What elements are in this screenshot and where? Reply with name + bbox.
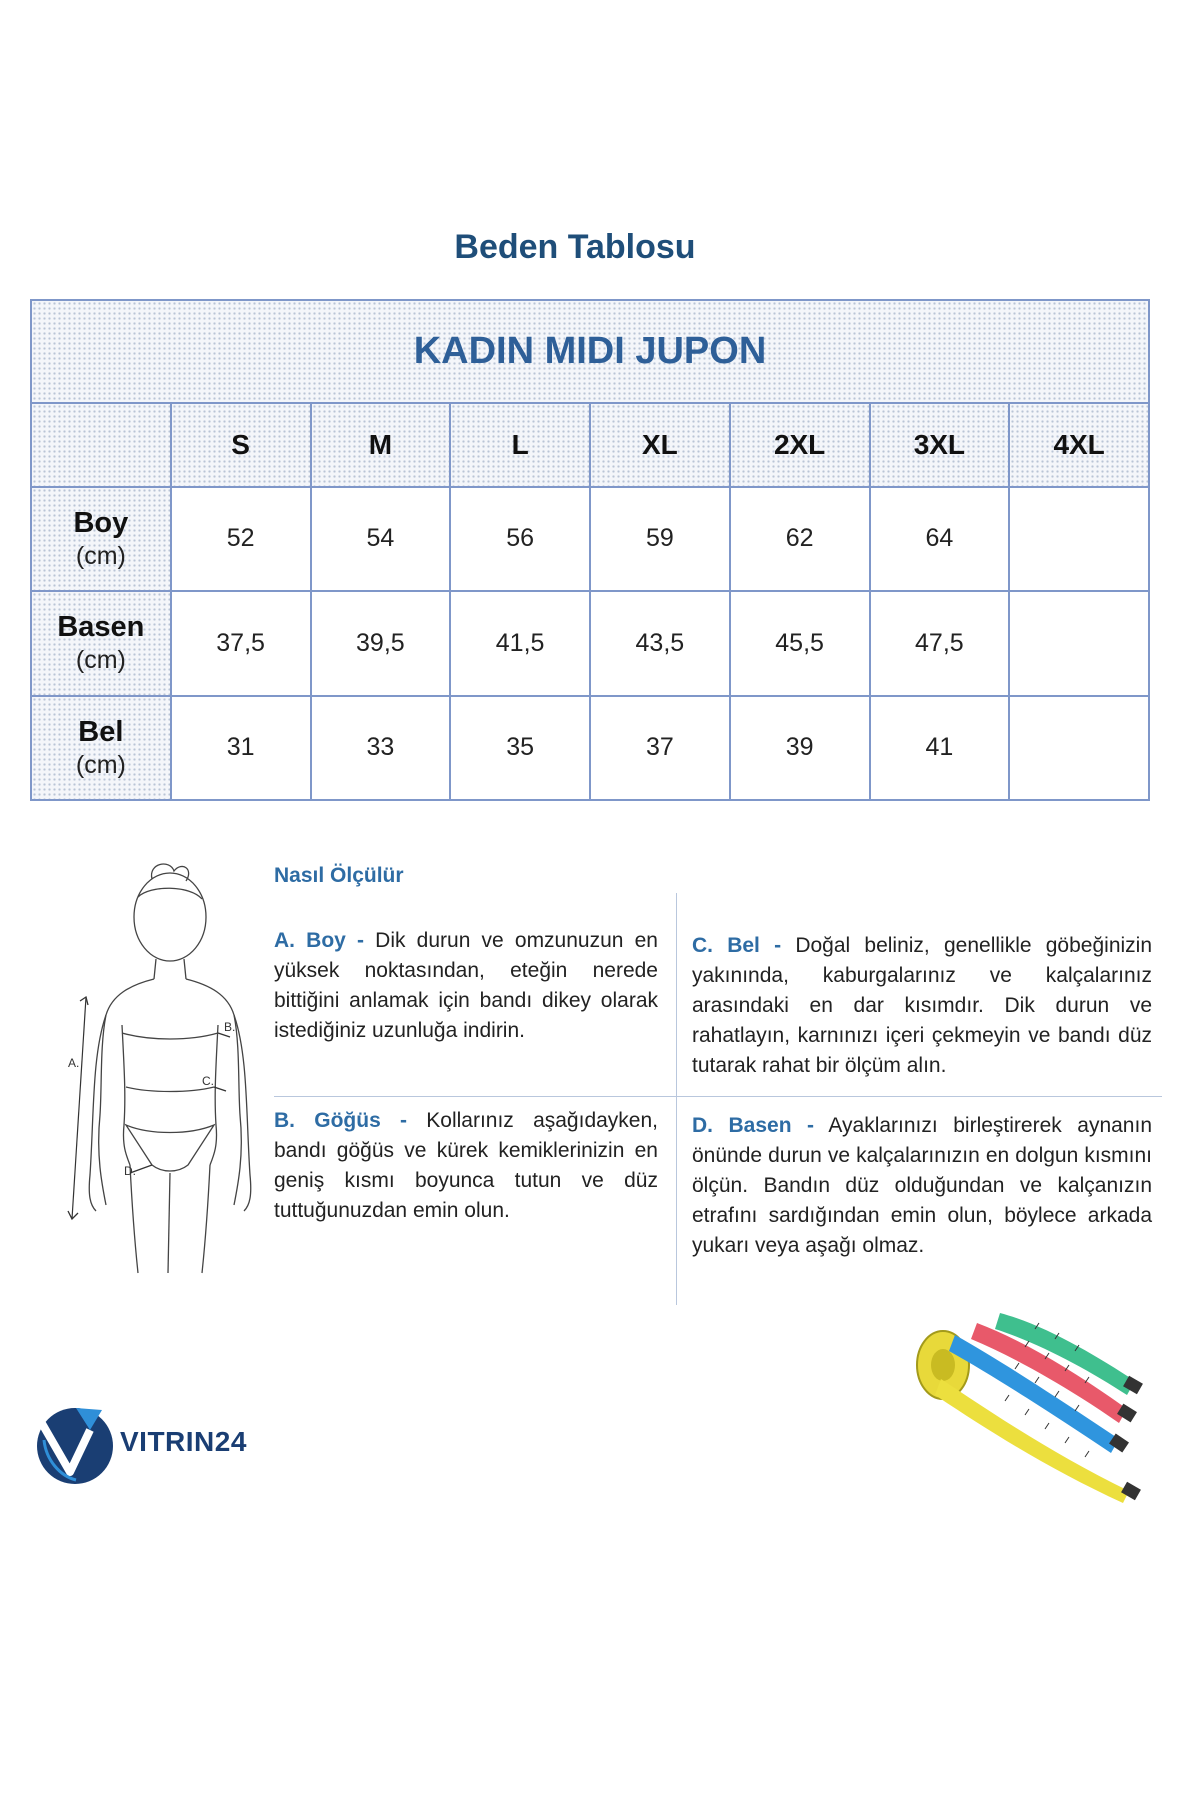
table-cell: 47,5 [870, 591, 1010, 695]
size-header: M [311, 403, 451, 486]
table-cell: 59 [590, 487, 730, 591]
table-cell [1009, 487, 1149, 591]
measure-bel-key: C. Bel - [692, 934, 782, 957]
corner-cell [31, 403, 171, 486]
size-header: 4XL [1009, 403, 1149, 486]
table-cell: 41,5 [450, 591, 590, 695]
table-cell: 33 [311, 696, 451, 801]
measure-basen-text [692, 1111, 1152, 1261]
table-cell: 41 [870, 696, 1010, 801]
brand-name: VITRIN24 [120, 1426, 247, 1457]
body-measurement-figure [60, 855, 270, 1275]
row-label-unit: (cm) [75, 750, 126, 779]
table-heading: KADIN MIDI JUPON [31, 300, 1149, 403]
row-label-unit: (cm) [75, 541, 126, 570]
table-cell: 62 [730, 487, 870, 591]
measure-basen-key: D. Basen - [692, 1114, 815, 1137]
measure-gogus-key: B. Göğüs - [274, 1109, 408, 1132]
table-cell: 54 [311, 487, 451, 591]
row-label-name: Basen [57, 611, 145, 644]
table-cell: 35 [450, 696, 590, 801]
tape-measure-icon [905, 1305, 1150, 1505]
row-label [31, 696, 171, 801]
size-header: L [450, 403, 590, 486]
figure-label-c: C. [202, 1074, 214, 1088]
figure-label-a: A. [68, 1056, 80, 1070]
row-label [31, 591, 171, 695]
size-header: 3XL [870, 403, 1010, 486]
table-heading-row [31, 300, 1149, 403]
measure-boy-key: A. Boy - [274, 929, 364, 952]
page-title: Beden Tablosu [454, 228, 696, 266]
measure-bel-text [692, 931, 1152, 1081]
row-label [31, 487, 171, 591]
table-cell: 43,5 [590, 591, 730, 695]
figure-label-d: D. [124, 1164, 136, 1178]
measure-boy-text [274, 926, 658, 1046]
row-label-unit: (cm) [75, 646, 126, 675]
table-cell: 45,5 [730, 591, 870, 695]
size-header-row [31, 403, 1149, 486]
measure-boy-desc: Dik durun ve omzunuzun en yüksek noktasından, eteğin nerede bittiğini anlamak için bandı dikey olarak istediğiniz uzunluğa indirin. [274, 929, 658, 1042]
row-label-name: Bel [78, 715, 124, 748]
table-cell: 52 [171, 487, 311, 591]
vitrin24-logo-icon [30, 1400, 120, 1486]
table-cell [1009, 696, 1149, 801]
table-cell: 37,5 [171, 591, 311, 695]
measure-bel-desc: Doğal beliniz, genellikle göbeğinizin yakınında, kaburgalarınız ve kalçalarınız arasındaki en dar kısımdır. Dik durun ve rahatlayın, karnınızı içeri çekmeyin ve bandı düz tutarak rahat bir ölçüm alın. [692, 934, 1153, 1077]
table-row [31, 591, 1149, 695]
table-cell: 31 [171, 696, 311, 801]
size-header: XL [590, 403, 730, 486]
figure-label-b: B. [224, 1020, 236, 1034]
table-cell: 39 [730, 696, 870, 801]
table-cell [1009, 591, 1149, 695]
table-cell: 56 [450, 487, 590, 591]
measure-gogus-desc: Kollarınız aşağıdayken, bandı göğüs ve kürek kemiklerinizin en geniş kısmı boyunca tutun ve düz tuttuğunuzdan emin olun. [274, 1109, 658, 1222]
table-cell: 39,5 [311, 591, 451, 695]
measure-gogus-text [274, 1106, 658, 1226]
size-header: S [171, 403, 311, 486]
table-row [31, 487, 1149, 591]
column-divider [676, 893, 677, 1305]
table-cell: 37 [590, 696, 730, 801]
how-to-measure-title: Nasıl Ölçülür [274, 864, 404, 887]
table-row [31, 696, 1149, 801]
measure-basen-desc: Ayaklarınızı birleştirerek aynanın önünde durun ve kalçalarınızın en dolgun kısmını ölçün. Bandın düz olduğundan ve kalçanızın etrafını sardığından emin olun, böylece arkada yukarı veya aşağı olmaz. [692, 1114, 1152, 1257]
size-table [30, 299, 1150, 801]
size-header: 2XL [730, 403, 870, 486]
row-label-name: Boy [73, 506, 129, 539]
row-divider [274, 1096, 1162, 1097]
table-cell: 64 [870, 487, 1010, 591]
